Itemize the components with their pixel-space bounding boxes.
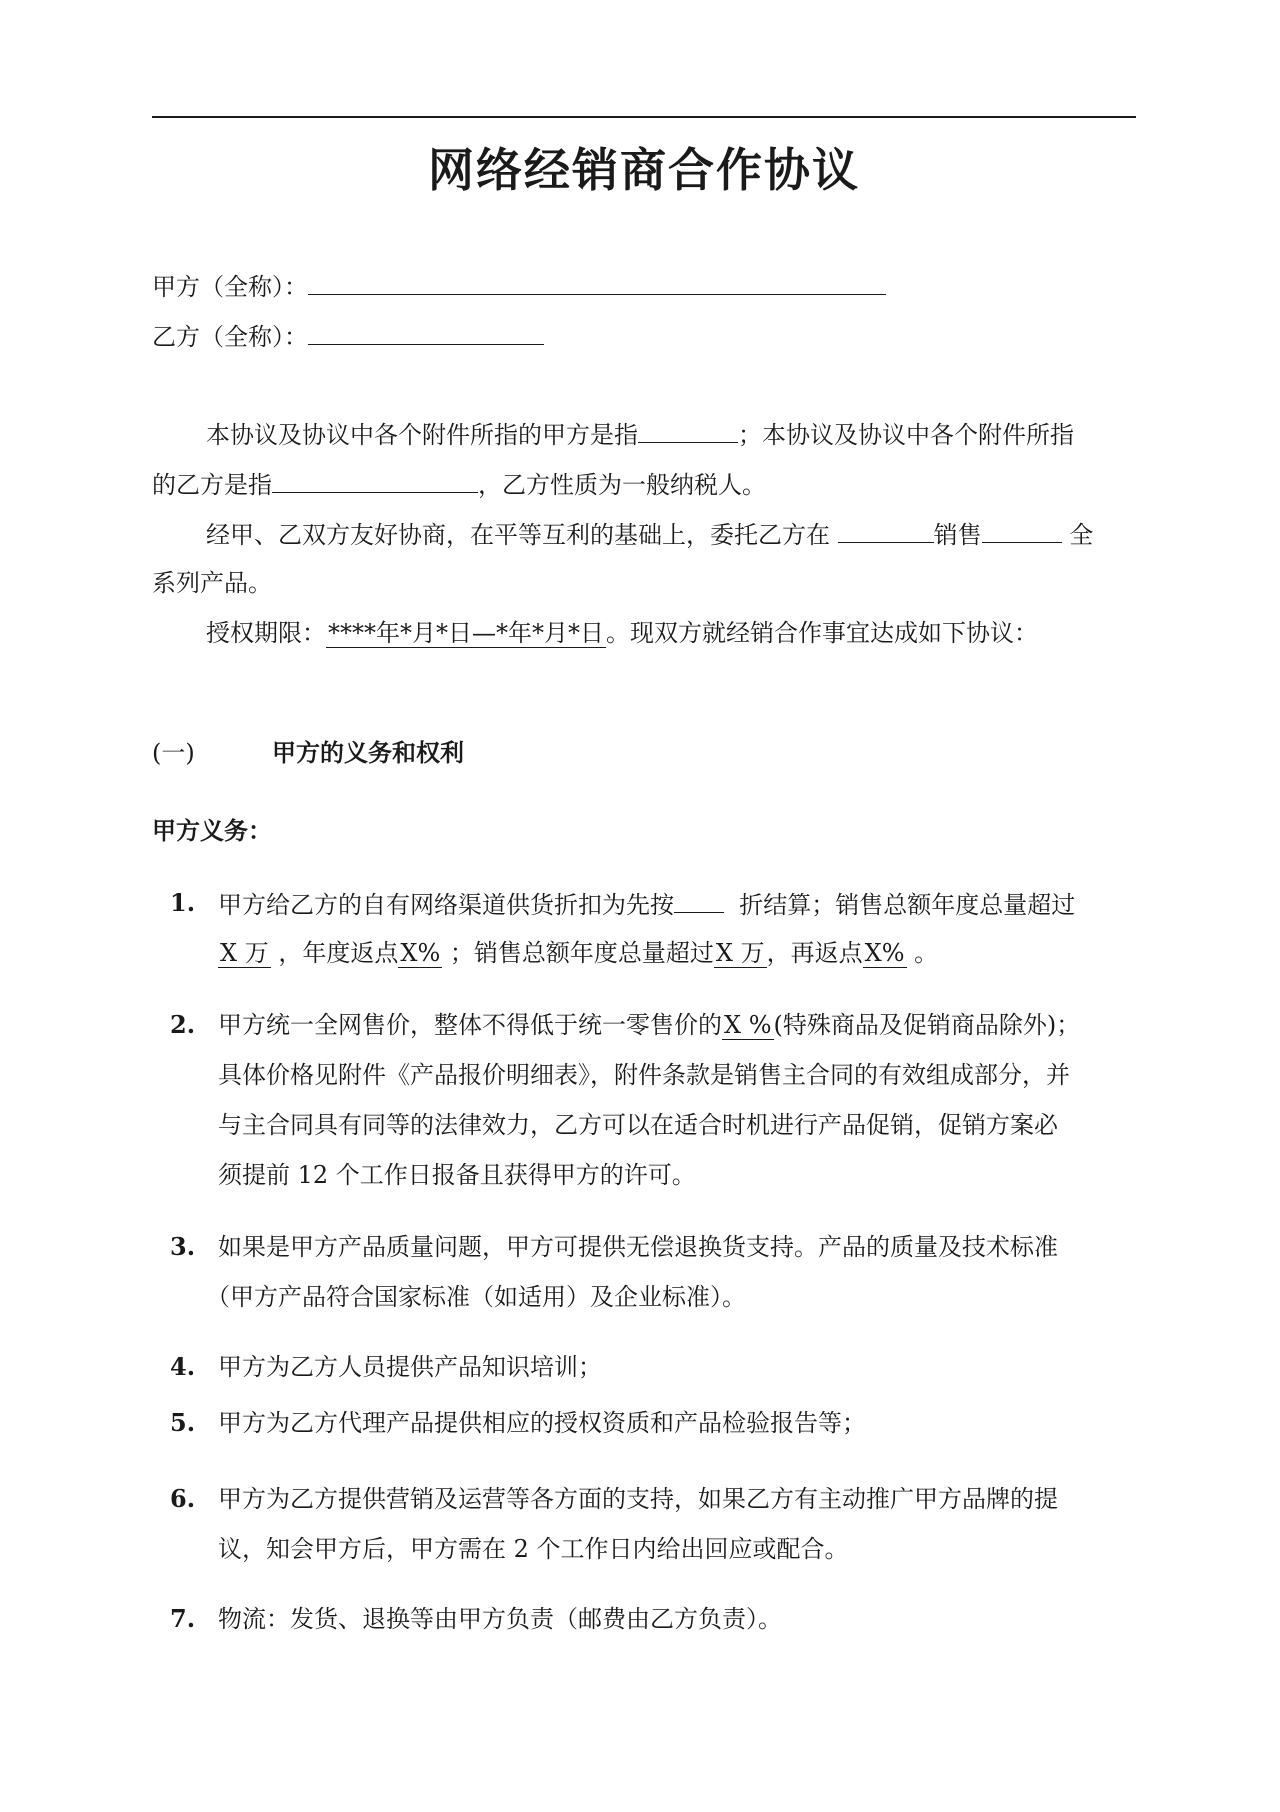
list-item-6-line-2: 议，知会甲方后，甲方需在 2 个工作日内给出回应或配合。 [218, 1535, 849, 1563]
item-text: 甲方统一全网售价，整体不得低于统一零售价的 [218, 1011, 722, 1039]
item-number: 2. [170, 1010, 196, 1039]
list-item-5: 甲方为乙方代理产品提供相应的授权资质和产品检验报告等； [218, 1409, 866, 1437]
intro-text: ，乙方性质为一般纳税人。 [478, 471, 766, 499]
subheading-party-a-obligations: 甲方义务： [152, 816, 272, 845]
section-title: 甲方的义务和权利 [272, 738, 464, 767]
threshold-value-2: X 万 [715, 939, 765, 967]
item-number: 4. [170, 1352, 196, 1381]
list-item-1-line-2 [218, 936, 938, 970]
item-text: 折结算；销售总额年度总量超过 [739, 891, 1076, 919]
item-number: 3. [170, 1232, 196, 1261]
party-a-ref-blank[interactable] [638, 416, 738, 443]
party-a-blank[interactable] [308, 268, 886, 295]
party-a-line [152, 268, 886, 304]
list-item-7: 物流：发货、退换等由甲方负责（邮费由乙方负责）。 [218, 1605, 782, 1633]
intro-line-1 [206, 416, 1074, 452]
intro-text: 授权期限： [206, 619, 326, 647]
item-number: 1. [170, 888, 196, 917]
list-item-4: 甲方为乙方人员提供产品知识培训； [218, 1353, 602, 1381]
list-item-1-line-1 [218, 886, 1075, 922]
intro-text: 。现双方就经销合作事宜达成如下协议： [606, 619, 1038, 647]
document-title: 网络经销商合作协议 [428, 143, 860, 197]
rebate-value-2: X% [864, 939, 905, 967]
party-b-blank[interactable] [308, 318, 544, 345]
intro-text: ；本协议及协议中各个附件所指 [738, 421, 1074, 449]
intro-text: 的乙方是指 [152, 471, 272, 499]
item-number: 5. [170, 1408, 196, 1437]
brand-blank[interactable] [982, 516, 1062, 543]
min-price-value: X % [724, 1011, 772, 1039]
item-text: 。 [914, 939, 939, 967]
intro-text: 系列产品。 [152, 569, 272, 597]
party-b-line [152, 318, 544, 354]
intro-line-2 [152, 466, 766, 502]
item-text: 甲方给乙方的自有网络渠道供货折扣为先按 [218, 891, 674, 919]
intro-line-3 [206, 516, 1093, 552]
item-number: 7. [170, 1604, 196, 1633]
party-b-label: 乙方（全称）： [152, 323, 308, 351]
item-text: ，再返点 [766, 939, 863, 967]
intro-text: 全 [1069, 521, 1094, 549]
top-rule [152, 116, 1136, 118]
item-text: (特殊商品及促销商品除外)； [773, 1011, 1081, 1039]
party-a-label: 甲方（全称）： [152, 273, 308, 301]
list-item-6-line-1: 甲方为乙方提供营销及运营等各方面的支持，如果乙方有主动推广甲方品牌的提 [218, 1485, 1058, 1513]
discount-blank[interactable] [674, 886, 724, 913]
intro-text: 销售 [933, 521, 982, 549]
item-text: ，年度返点 [278, 939, 399, 967]
item-number: 6. [170, 1484, 196, 1513]
rebate-value-1: X% [400, 939, 441, 967]
intro-line-5 [206, 616, 1038, 650]
authorization-period: ****年*月*日—*年*月*日 [328, 619, 604, 647]
intro-line-4 [152, 566, 272, 600]
intro-text: 经甲、乙双方友好协商，在平等互利的基础上，委托乙方在 [206, 521, 830, 549]
item-text: ；销售总额年度总量超过 [449, 939, 714, 967]
threshold-value-1: X 万 [220, 939, 269, 967]
list-item-2-line-4: 须提前 12 个工作日报备且获得甲方的许可。 [218, 1161, 696, 1189]
intro-text: 本协议及协议中各个附件所指的甲方是指 [206, 421, 638, 449]
section-number: (一) [152, 739, 195, 767]
list-item-2-line-1 [218, 1008, 1080, 1042]
list-item-3-line-1: 如果是甲方产品质量问题，甲方可提供无偿退换货支持。产品的质量及技术标准 [218, 1233, 1058, 1261]
party-b-ref-blank[interactable] [272, 466, 478, 493]
region-blank[interactable] [838, 516, 934, 543]
list-item-2-line-2: 具体价格见附件《产品报价明细表》，附件条款是销售主合同的有效组成部分，并 [218, 1061, 1070, 1089]
list-item-2-line-3: 与主合同具有同等的法律效力，乙方可以在适合时机进行产品促销，促销方案必 [218, 1111, 1058, 1139]
list-item-3-line-2: （甲方产品符合国家标准（如适用）及企业标准）。 [206, 1283, 746, 1311]
